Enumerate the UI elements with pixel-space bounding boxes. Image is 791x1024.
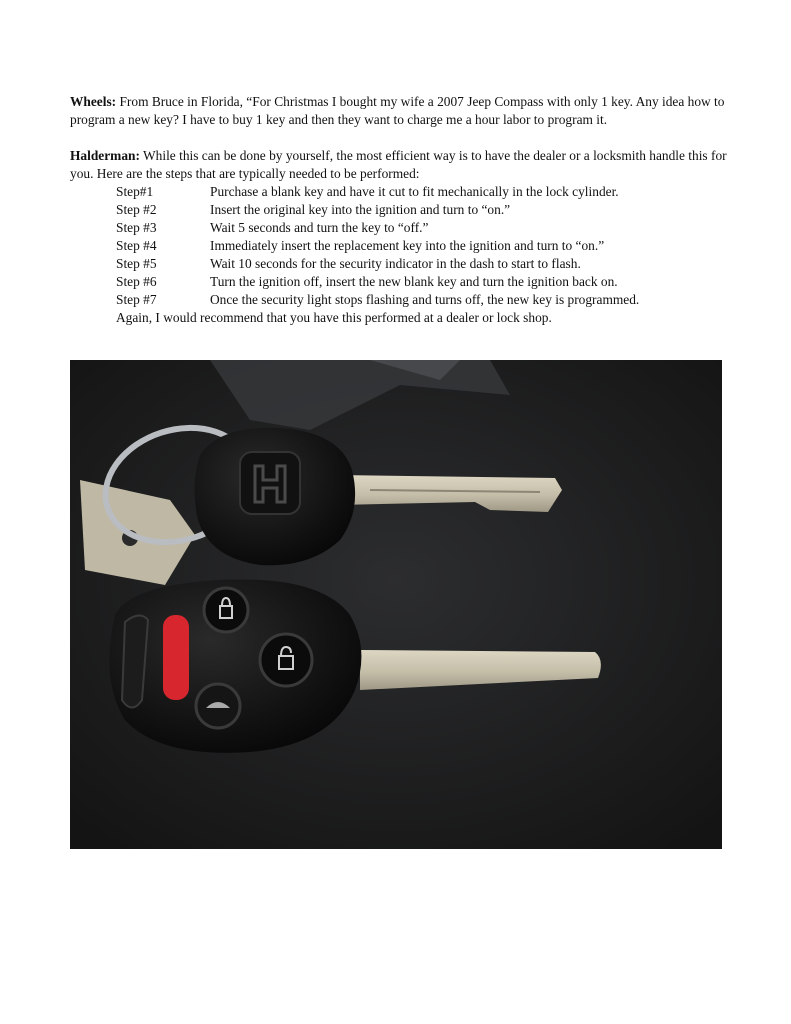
- plain-key-emblem-plate: [240, 452, 300, 514]
- car-keys-photo: [70, 360, 722, 849]
- question-text: From Bruce in Florida, “For Christmas I bought my wife a 2007 Jeep Compass with only 1 key. Any idea how to program a new key? I have to buy 1 key and then they want to charge me a hour labor to program it.: [70, 94, 725, 127]
- closing-line: Again, I would recommend that you have this performed at a dealer or lock shop.: [116, 310, 552, 325]
- step-item: [70, 255, 730, 273]
- step-text: Once the security light stops flashing and turns off, the new key is programmed.: [210, 292, 640, 307]
- unlock-button: [260, 634, 312, 686]
- step-item: [70, 183, 730, 201]
- panic-button: [163, 615, 189, 700]
- step-label: Step#1: [116, 184, 154, 199]
- step-text: Wait 10 seconds for the security indicator in the dash to start to flash.: [210, 256, 581, 271]
- question-paragraph: [70, 93, 730, 129]
- step-text: Wait 5 seconds and turn the key to “off.”: [210, 220, 429, 235]
- step-text: Turn the ignition off, insert the new blank key and turn the ignition back on.: [210, 274, 618, 289]
- answer-speaker: Halderman:: [70, 148, 140, 163]
- step-text: Immediately insert the replacement key into the ignition and turn to “on.”: [210, 238, 605, 253]
- step-label: Step #2: [116, 202, 157, 217]
- answer-intro: While this can be done by yourself, the most efficient way is to have the dealer or a locksmith handle this for you. Here are the steps that are typically needed to be performed:: [70, 148, 727, 181]
- car-keys-illustration: [70, 360, 722, 849]
- answer-intro-paragraph: [70, 147, 730, 183]
- step-label: Step #7: [116, 292, 157, 307]
- step-label: Step #4: [116, 238, 157, 253]
- step-label: Step #5: [116, 256, 157, 271]
- step-item: [70, 291, 730, 309]
- question-speaker: Wheels:: [70, 94, 117, 109]
- lock-button: [204, 588, 248, 632]
- step-label: Step #6: [116, 274, 157, 289]
- step-item: [70, 219, 730, 237]
- step-item: [70, 237, 730, 255]
- answer-section: [70, 147, 730, 327]
- step-label: Step #3: [116, 220, 157, 235]
- step-item: [70, 201, 730, 219]
- article-text: [70, 93, 730, 327]
- step-text: Insert the original key into the ignition and turn to “on.”: [210, 202, 511, 217]
- step-item: [70, 273, 730, 291]
- step-list: [70, 183, 730, 309]
- step-text: Purchase a blank key and have it cut to fit mechanically in the lock cylinder.: [210, 184, 619, 199]
